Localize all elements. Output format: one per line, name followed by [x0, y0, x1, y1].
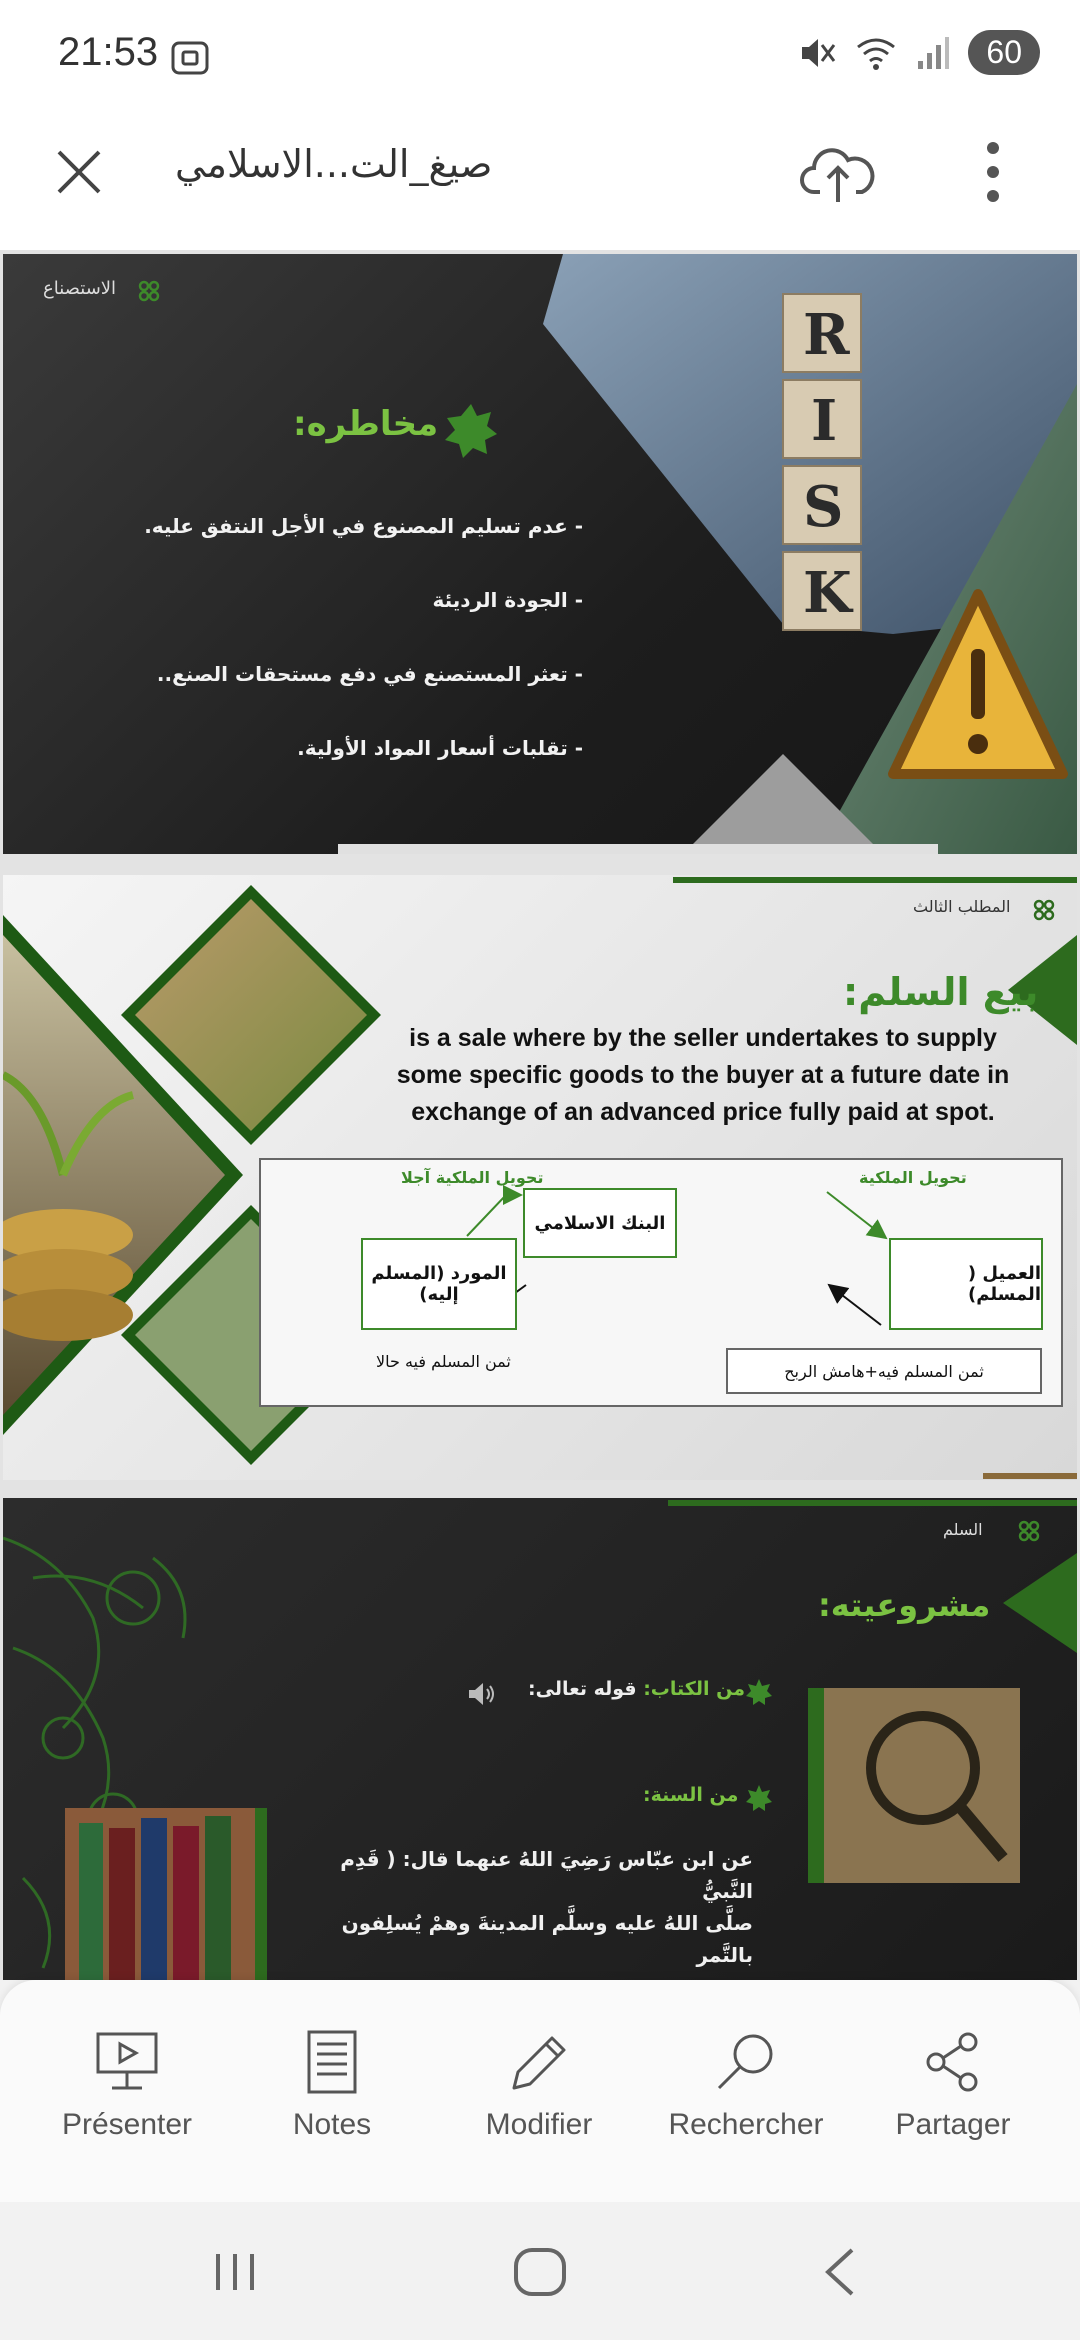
- label-deferred-transfer: تحويل الملكية آجلا: [401, 1168, 544, 1187]
- risk-letter-i: I: [811, 388, 838, 454]
- box-supplier: المورد (المسلم إليه): [361, 1238, 517, 1330]
- bottom-toolbar: [0, 1980, 1080, 2202]
- battery-indicator: 60: [968, 30, 1040, 75]
- box-price-margin: ثمن المسلم فيه+هامش الربح: [726, 1348, 1042, 1394]
- bullet-4: - تقلبات أسعار المواد الأولية.: [297, 736, 583, 760]
- salam-diagram: [259, 1158, 1063, 1407]
- slide1-bullets: [123, 514, 583, 810]
- present-icon: [94, 2030, 160, 2094]
- mute-icon: [798, 35, 836, 71]
- risk-letter-k: K: [803, 560, 852, 626]
- status-bar: [0, 0, 1080, 110]
- knot-icon: [1033, 899, 1055, 921]
- more-options-icon[interactable]: [978, 140, 1008, 204]
- bullet-1: - عدم تسليم المصنوع في الأجل النتفق عليه.: [144, 514, 583, 538]
- pencil-icon: [506, 2030, 572, 2094]
- hadith-line-1: عن ابن عبّاس رَضِيَ اللهُ عنهما قال: ( قَدِم النَّبيُّ: [340, 1847, 753, 1903]
- label-cash-price: ثمن المسلم فيه حالا: [376, 1352, 511, 1371]
- hadith-text: [293, 1843, 753, 1971]
- system-nav-bar: [0, 2202, 1080, 2340]
- slide-1[interactable]: [3, 254, 1077, 854]
- document-title: صيغ_الت...الاسلامي: [175, 142, 493, 186]
- search-icon: [713, 2030, 779, 2094]
- signal-icon: [916, 35, 950, 71]
- box-islamic-bank: البنك الاسلامي: [523, 1188, 677, 1258]
- label-transfer: تحويل الملكية: [859, 1168, 967, 1187]
- slide1-section-label: الاستصناع: [43, 278, 117, 299]
- knot-icon: [1018, 1520, 1040, 1542]
- bullet-badge-icon: [745, 1678, 773, 1706]
- notes-label: Notes: [292, 2108, 372, 2141]
- item-book-title: من الكتاب:: [643, 1678, 745, 1700]
- slide1-heading: مخاطره:: [293, 404, 439, 444]
- share-icon: [920, 2030, 986, 2094]
- search-button[interactable]: [646, 2030, 846, 2142]
- edit-button[interactable]: [439, 2030, 639, 2142]
- status-time: 21:53: [58, 30, 159, 74]
- speaker-icon[interactable]: [467, 1681, 497, 1707]
- recent-apps-icon[interactable]: [210, 2250, 260, 2294]
- screenshot-icon: [170, 40, 210, 76]
- slide2-heading: بيع السلم:: [843, 970, 1039, 1014]
- slide-2[interactable]: [3, 875, 1077, 1480]
- home-icon[interactable]: [510, 2246, 570, 2298]
- bullet-badge-icon: [745, 1784, 773, 1812]
- item-sunnah-title: من السنة:: [643, 1784, 739, 1806]
- bullet-3: - تعثر المستصنع في دفع مستحقات الصنع..: [156, 662, 583, 686]
- present-label: Présenter: [61, 2108, 193, 2141]
- close-icon[interactable]: [55, 148, 103, 196]
- wifi-icon: [854, 35, 898, 71]
- share-label: Partager: [895, 2108, 1011, 2141]
- app-bar: [0, 110, 1080, 250]
- present-button[interactable]: [27, 2030, 227, 2142]
- search-label: Rechercher: [668, 2108, 824, 2141]
- slide2-section-label: المطلب الثالث: [913, 897, 1011, 916]
- risk-letter-r: R: [803, 302, 850, 368]
- item-book-text: قوله تعالى:: [528, 1678, 637, 1700]
- slide3-section-label: السلم: [943, 1520, 983, 1539]
- edit-label: Modifier: [485, 2108, 593, 2141]
- cloud-upload-icon[interactable]: [800, 144, 876, 204]
- knot-icon: [138, 280, 160, 302]
- notes-button[interactable]: [232, 2030, 432, 2142]
- bullet-2: - الجودة الرديئة: [432, 588, 583, 612]
- slides-viewer[interactable]: [0, 250, 1080, 1980]
- slide-3[interactable]: [3, 1498, 1077, 1980]
- notes-icon: [299, 2030, 365, 2094]
- item-from-book: [528, 1678, 745, 1700]
- box-client: العميل ( المسلم): [889, 1238, 1043, 1330]
- slide3-heading: مشروعيته:: [818, 1586, 991, 1624]
- slide2-definition: is a sale where by the seller undertakes to supply some specific goods to the buyer at a future date in exchange of an advanced price fully paid at spot.: [396, 1024, 1010, 1126]
- share-button[interactable]: [853, 2030, 1053, 2142]
- back-icon[interactable]: [820, 2246, 860, 2298]
- hadith-line-2: صلَّى اللهُ عليه وسلَّم المدينةَ وهمْ يُسلِفون بالتَّمر: [341, 1911, 753, 1967]
- risk-letter-s: S: [803, 474, 844, 540]
- star-badge-icon: [443, 402, 499, 458]
